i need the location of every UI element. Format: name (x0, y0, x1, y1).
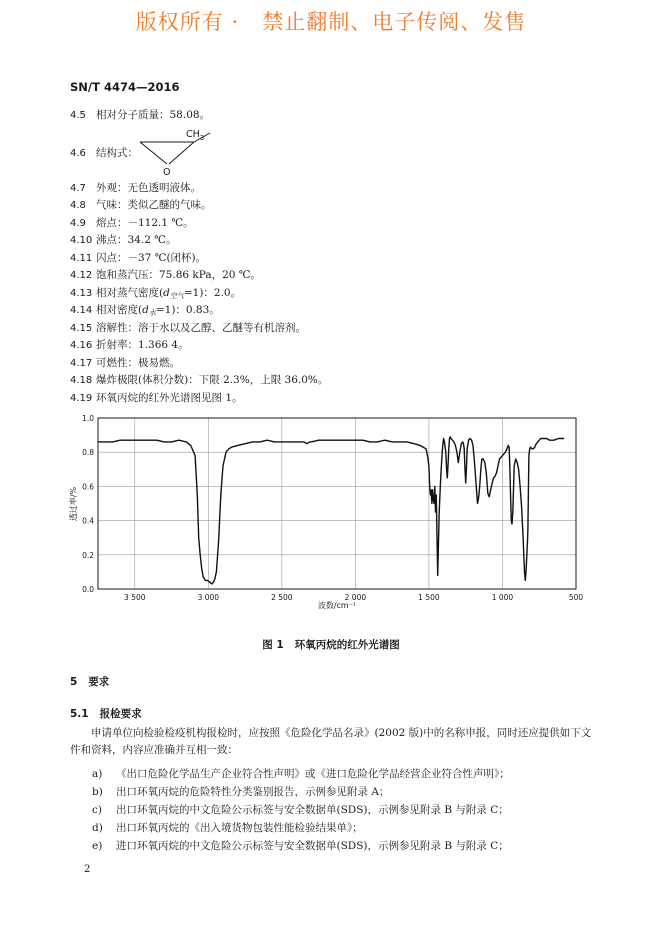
subsection-number: 5.1 (70, 708, 89, 720)
x-tick-label: 2 500 (271, 593, 293, 602)
list-text: 进口环氧丙烷的中文危险公示标签与安全数据单(SDS)，示例参见附录 B 与附录 C； (116, 840, 509, 852)
item-number: 4.11 (70, 253, 93, 264)
item-number: 4.19 (70, 393, 93, 404)
list-item (92, 784, 389, 799)
item-text: 溶解性：溶于水以及乙醇、乙醚等有机溶剂。 (96, 322, 306, 334)
y-tick-label: 0.4 (82, 516, 94, 526)
plot-frame (98, 418, 576, 589)
x-tick-label: 3 500 (124, 593, 146, 602)
ring-bond (140, 142, 167, 164)
list-text: 《出口危险化学品生产企业符合性声明》或《进口危险化学品经营企业符合性声明》； (116, 768, 510, 780)
page-number: 2 (84, 864, 91, 875)
item-text: 爆炸极限(体积分数)：下限 2.3%，上限 36.0%。 (96, 374, 329, 386)
item-number: 4.18 (70, 375, 93, 386)
subsection-title: 报检要求 (99, 708, 142, 720)
x-tick-label: 500 (568, 593, 584, 602)
y-axis-ticks (82, 414, 94, 594)
item-text: 气味：类似乙醚的气味。 (96, 199, 212, 211)
item-text: 闪点：－37 ℃(闭杯)。 (96, 252, 207, 264)
y-tick-label: 0.6 (82, 482, 94, 492)
item-text: 外观：无色透明液体。 (96, 182, 201, 194)
list-item (92, 802, 509, 817)
y-tick-label: 0.0 (82, 585, 94, 594)
item-number: 4.5 (70, 110, 86, 121)
property-item (70, 286, 241, 303)
item-number: 4.13 (70, 288, 93, 299)
property-item (70, 216, 194, 231)
item-text: 折射率：1.366 4。 (96, 339, 189, 351)
property-item (70, 373, 328, 388)
item-number: 4.16 (70, 340, 93, 351)
ring-bond (169, 142, 194, 164)
subsection-heading (70, 706, 142, 721)
item-text: 熔点：－112.1 ℃。 (96, 217, 194, 229)
spectrum-line (98, 437, 564, 584)
list-text: 出口环氧丙烷的《出入境货物包装性能检验结果单》； (116, 822, 363, 834)
chart-grid (98, 418, 576, 589)
y-tick-label: 0.8 (82, 448, 94, 458)
property-item (70, 268, 261, 283)
item-number: 4.17 (70, 358, 93, 369)
item-number: 4.14 (70, 305, 93, 316)
y-axis-label: 透过率/% (69, 486, 78, 522)
item-number: 4.15 (70, 323, 93, 334)
methyl-label: $CH_3$ (186, 129, 205, 142)
section-title: 要求 (88, 676, 110, 688)
property-item (70, 108, 210, 123)
item-text: 环氧丙烷的红外光谱图见图 1。 (96, 392, 243, 404)
section-number: 5 (70, 676, 78, 688)
section-heading (70, 674, 109, 689)
list-label: b) (92, 786, 103, 798)
item-text: 相对密度$(d_水=1)$：0.83。 (96, 304, 220, 317)
x-axis-label: 波数/cm⁻¹ (317, 601, 357, 610)
property-item (70, 181, 201, 196)
item-text: 沸点：34.2 ℃。 (96, 234, 177, 246)
y-tick-label: 0.2 (82, 550, 94, 560)
structural-formula (134, 128, 214, 176)
list-item (92, 838, 509, 853)
y-tick-label: 1.0 (82, 414, 94, 423)
item-number: 4.7 (70, 183, 86, 194)
x-tick-label: 1 500 (418, 593, 440, 602)
list-text: 出口环氧丙烷的危险特性分类鉴别报告，示例参见附录 A； (116, 786, 390, 798)
watermark-text: 版权所有 · 禁止翻制、电子传阅、发售 (135, 10, 527, 34)
x-tick-label: 1 000 (491, 593, 514, 602)
item-number: 4.9 (70, 218, 86, 229)
item-number: 4.8 (70, 200, 86, 211)
property-item (70, 321, 306, 336)
property-item (70, 303, 220, 320)
property-item (70, 391, 243, 406)
list-label: c) (92, 804, 102, 816)
item-number: 4.10 (70, 235, 93, 246)
item-text: 相对分子质量：58.08。 (96, 109, 211, 121)
figure-caption: 图 1 环氧丙烷的红外光谱图 (262, 639, 400, 651)
list-label: e) (92, 840, 103, 852)
property-item (70, 233, 176, 248)
item-number: 4.12 (70, 270, 93, 281)
item-text: 结构式： (96, 147, 138, 159)
property-item (70, 338, 189, 353)
property-item (70, 198, 212, 213)
item-text: 相对蒸气密度$(d_{空气}=1)$：2.0。 (96, 287, 242, 300)
item-text: 饱和蒸汽压：75.86 kPa，20 ℃。 (96, 269, 262, 281)
body-paragraph: 申请单位向检验检疫机构报检时，应按照《危险化学品名录》(2002 版)中的名称申报，同时还应提供如下文件和资料，内容应准确并互相一致： (70, 727, 592, 756)
ir-spectrum-chart (62, 408, 584, 614)
oxygen-label: O (163, 167, 171, 176)
standard-code: SN/T 4474—2016 (70, 80, 180, 94)
list-label: a) (92, 768, 103, 780)
item-text: 可燃性：极易燃。 (96, 357, 180, 369)
property-item (70, 251, 206, 266)
x-tick-label: 2 000 (344, 593, 367, 602)
list-label: d) (92, 822, 103, 834)
list-item (92, 766, 510, 781)
list-text: 出口环氧丙烷的中文危险公示标签与安全数据单(SDS)，示例参见附录 B 与附录 C； (116, 804, 509, 816)
property-item (70, 146, 138, 161)
x-tick-label: 3 000 (197, 593, 220, 602)
item-number: 4.6 (70, 148, 86, 159)
property-item (70, 356, 180, 371)
list-item (92, 820, 363, 835)
